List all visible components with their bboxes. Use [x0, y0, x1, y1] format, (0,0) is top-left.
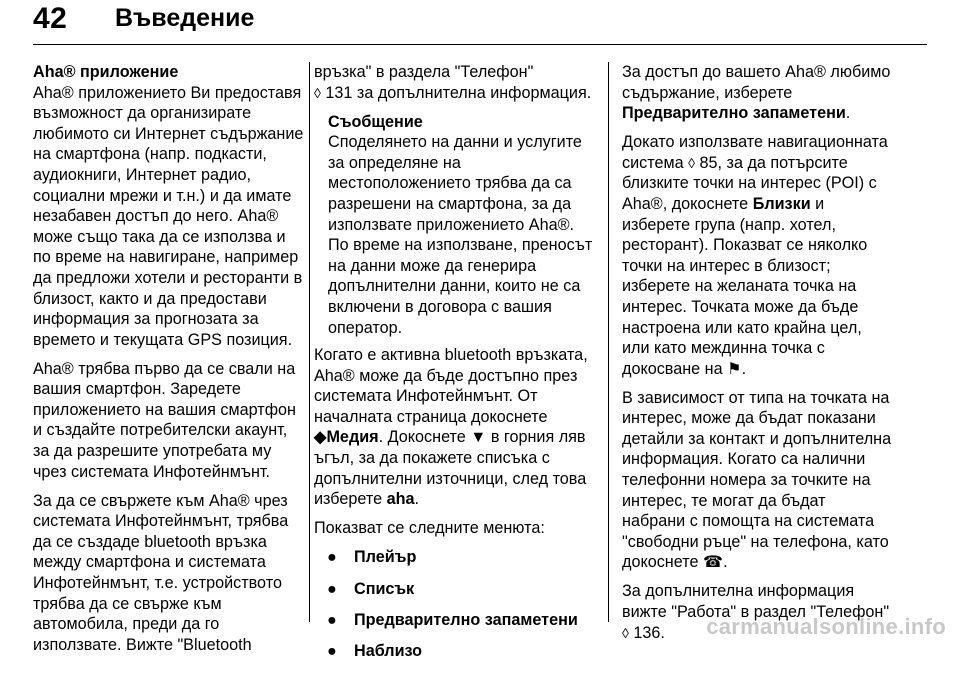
- column-divider-1: [309, 62, 310, 622]
- header-rule: [33, 44, 927, 45]
- column-divider-2: [608, 62, 609, 622]
- poi-details-paragraph: В зависимост от типа на точката на интерес, може да бъдат показани детайли за контакт и допълнителна информация. Когато са налични телефонни номера за точките на интерес, те могат да бъдат набрани с помощта на системата "свободни ръце" на телефона, като докоснете ☎.: [622, 388, 892, 572]
- nearby-label: Близки: [752, 194, 811, 213]
- column-2: [314, 62, 597, 673]
- list-item: ● Плейър: [327, 548, 417, 567]
- page-ref-icon: ◊: [314, 84, 321, 101]
- phone-icon: ☎: [702, 553, 724, 572]
- page-number: 42: [33, 2, 68, 35]
- list-item: ● Предварително запаметени: [327, 611, 578, 630]
- page-ref-icon: ◊: [622, 624, 629, 641]
- note-block: [314, 112, 597, 339]
- list-item: ● Списък: [327, 579, 415, 598]
- column-1: [33, 62, 305, 664]
- note-text: Споделянето на данни и услугите за определяне на местоположението трябва да са разрешени на смартфона, за да използвате приложението Aha®. По време на използване, преносът на данни може да генерира допълнителни данни, които не са включени в договора с вашия оператор.: [328, 133, 593, 337]
- bluetooth-ref-paragraph: връзка" в раздела "Телефон" ◊ 131 за допълнителна информация.: [314, 63, 592, 102]
- triangle-down-icon: ▼: [470, 428, 487, 447]
- aha-heading: Aha® приложение: [33, 63, 179, 81]
- page-header: [33, 0, 927, 48]
- bullet-icon: ●: [327, 611, 337, 630]
- bullet-icon: ●: [327, 642, 337, 661]
- presets-label: Предварително запаметени: [622, 104, 846, 123]
- bullet-icon: ●: [327, 548, 337, 567]
- media-icon: ◆: [314, 428, 327, 447]
- column-3: [622, 62, 892, 652]
- media-label: Медия: [326, 428, 379, 447]
- media-paragraph: Когато е активна bluetooth връзката, Aha® може да бъде достъпно през системата Инфотейнмънт. От началната страница докоснете ◆Медия. Докоснете ▼ в горния ляв ъгъл, за да покажете списъка с допълнителни източници, след това изберете aha.: [314, 346, 588, 509]
- aha-label: aha: [386, 490, 415, 509]
- note-heading: Съобщение: [328, 112, 423, 131]
- menus-intro: Показват се следните менюта:: [314, 519, 545, 538]
- navigation-paragraph: Докато използвате навигационната система ◊ 85, за да потърсите близките точки на интерес (POI) с Aha®, докоснете Близки и изберете група (напр. хотел, ресторант). Показват се няколко точки на интерес в близост; изберете на желаната точка на интерес. Точката може да бъде настроена или като крайна цел, или като междинна точка с докосване на ⚑.: [622, 133, 888, 378]
- bullet-icon: ●: [327, 579, 337, 598]
- aha-download-paragraph: Aha® трябва първо да се свали на вашия смартфон. Заредете приложението на вашия смартфон и създайте потребителски акаунт, за да разрешите употребата му чрез системата Инфотейнмънт.: [33, 359, 296, 481]
- phone-ref-paragraph: За допълнителна информация вижте "Работа" в раздел "Телефон" ◊ 136.: [622, 582, 890, 642]
- favorites-paragraph: За достъп до вашето Aha® любимо съдържание, изберете Предварително запаметени.: [622, 63, 891, 123]
- flag-icon: ⚑: [727, 359, 742, 378]
- section-title: Въведение: [115, 4, 255, 32]
- aha-connect-paragraph: За да се свържете към Aha® чрез системата Инфотейнмънт, трябва да се създаде bluetooth връзка между смартфона и системата Инфотейнмънт, т.е. устройството трябва да се свърже към автомобила, преди да го използвате. Вижте "Bluetooth: [33, 491, 289, 654]
- aha-intro-paragraph: Aha® приложението Ви предоставя възможност да организирате любимото си Интернет съдържание на смартфона (напр. подкасти, аудиокниги, Интернет радио, социални мрежи и т.н.) и да имате незабавен достъп до него. Aha® може също така да се използва и по време на навигиране, например да предложи хотели и ресторанти в близост, както и да предостави информация за прогнозата за времето и текущата GPS позиция.: [33, 83, 304, 349]
- menu-list: [314, 547, 597, 662]
- watermark: carmanualsonline.info: [706, 614, 946, 639]
- list-item: ● Наблизо: [327, 642, 423, 661]
- page-ref-icon: ◊: [688, 154, 696, 171]
